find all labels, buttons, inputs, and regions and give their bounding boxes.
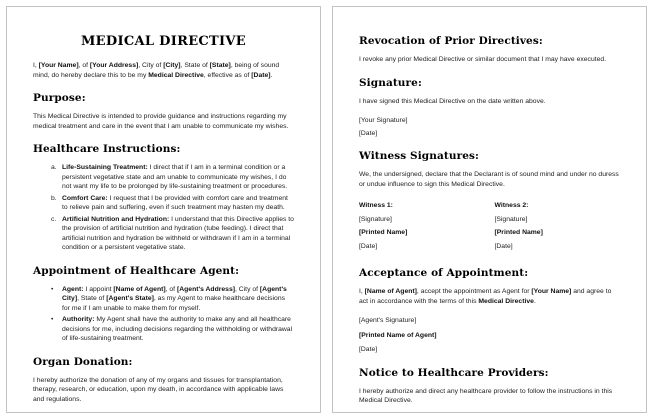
signature-placeholder: [Your Signature] xyxy=(359,117,408,124)
list-item-text: Authority: My Agent shall have the authority to make any and all healthcare decisions for me, including decisions regarding the withholding or withdrawal of life-sustaining treatment. xyxy=(62,316,293,342)
list-item xyxy=(51,315,294,344)
witness-2-column xyxy=(495,201,621,255)
purpose-paragraph: This Medical Directive is intended to provide guidance and instructions regarding my medical treatment and care in the event that I am unable to communicate my wishes. xyxy=(33,113,289,130)
witness-1-column xyxy=(359,201,485,255)
list-marker: b. xyxy=(51,194,57,202)
witness-1-date: [Date] xyxy=(359,242,378,250)
list-item-text: Artificial Nutrition and Hydration: I understand that this Directive applies to the provision of artificial nutrition and hydration (tube feeding). I direct that artificial nutrition and hydration be withheld or withdrawn if I am in a terminal condition or a persistent vegetative state. xyxy=(62,215,294,251)
agent-printed-name-placeholder: [Printed Name of Agent] xyxy=(359,331,437,339)
revocation-paragraph: I revoke any prior Medical Directive or similar document that I may have executed. xyxy=(359,56,607,63)
appointment-heading: Appointment of Healthcare Agent: xyxy=(33,264,240,277)
agent-signature-placeholder: [Agent's Signature] xyxy=(359,317,417,324)
signature-heading: Signature: xyxy=(359,76,422,89)
document-title: MEDICAL DIRECTIVE xyxy=(80,34,247,49)
bullet-marker: • xyxy=(51,316,54,323)
intro-paragraph: I, [Your Name], of [Your Address], City of [City], State of [State], being of sound mind, do hereby declare this to be my Medical Directive, effective as of [Date]. xyxy=(33,62,280,79)
list-item-text: Life-Sustaining Treatment: I direct that if I am in a terminal condition or a persistent vegetative state and am unable to communicate my wishes, I do not want my life to be prolonged by life-sustaining treatment or procedures. xyxy=(62,164,288,190)
witness-1-printed-name: [Printed Name] xyxy=(359,229,408,236)
signature-paragraph: I have signed this Medical Directive on the date written above. xyxy=(359,97,546,105)
list-marker: a. xyxy=(51,164,57,171)
list-item xyxy=(51,285,294,314)
notice-paragraph: I hereby authorize and direct any healthcare provider to follow the instructions in this Medical Directive. xyxy=(359,387,613,404)
acceptance-paragraph: I, [Name of Agent], accept the appointment as Agent for [Your Name] and agree to act in accordance with the terms of this Medical Directive. xyxy=(359,288,612,305)
signature-lines xyxy=(359,116,620,138)
acceptance-lines xyxy=(359,316,620,355)
witness-paragraph: We, the undersigned, declare that the Declarant is of sound mind and under no duress or undue influence to sign this Medical Directive. xyxy=(359,171,619,188)
bullet-marker: • xyxy=(51,285,54,293)
witness-1-title: Witness 1: xyxy=(359,202,393,209)
healthcare-instructions-heading: Healthcare Instructions: xyxy=(33,143,181,155)
revocation-heading: Revocation of Prior Directives: xyxy=(359,35,543,47)
page-1 xyxy=(6,6,321,413)
list-item-text: Agent: I appoint [Name of Agent], of [Agent's Address], City of [Agent's City], State of [Agent's State], as my Agent to make healthcare decisions for me if I am unable to make them for myself. xyxy=(62,285,287,312)
list-item xyxy=(51,215,294,253)
appointment-list xyxy=(33,285,294,344)
witness-2-signature: [Signature] xyxy=(494,215,528,223)
organ-donation-paragraph: I hereby authorize the donation of any of my organs and tissues for transplantation, therapy, research, or education, upon my death, in accordance with applicable laws and regulations. xyxy=(33,376,284,403)
list-item xyxy=(51,163,294,192)
witness-2-date: [Date] xyxy=(494,242,513,250)
agent-date-placeholder: [Date] xyxy=(359,346,378,353)
witness-2-title: Witness 2: xyxy=(494,202,529,209)
purpose-heading: Purpose: xyxy=(33,92,86,104)
healthcare-instructions-list xyxy=(33,163,294,253)
notice-heading: Notice to Healthcare Providers: xyxy=(359,366,549,379)
witness-2-printed-name: [Printed Name] xyxy=(494,229,543,236)
list-marker: c. xyxy=(51,215,57,223)
date-placeholder: [Date] xyxy=(359,129,378,137)
page-2 xyxy=(332,6,647,413)
list-item-text: Comfort Care: I request that I be provided with comfort care and treatment to relieve pain and suffering, even if such treatment may hasten my death. xyxy=(62,194,288,211)
witness-1-signature: [Signature] xyxy=(359,215,392,223)
witness-grid xyxy=(359,201,620,255)
acceptance-heading: Acceptance of Appointment: xyxy=(359,267,529,279)
organ-donation-heading: Organ Donation: xyxy=(33,355,133,368)
list-item xyxy=(51,194,294,213)
witness-signatures-heading: Witness Signatures: xyxy=(359,150,479,162)
